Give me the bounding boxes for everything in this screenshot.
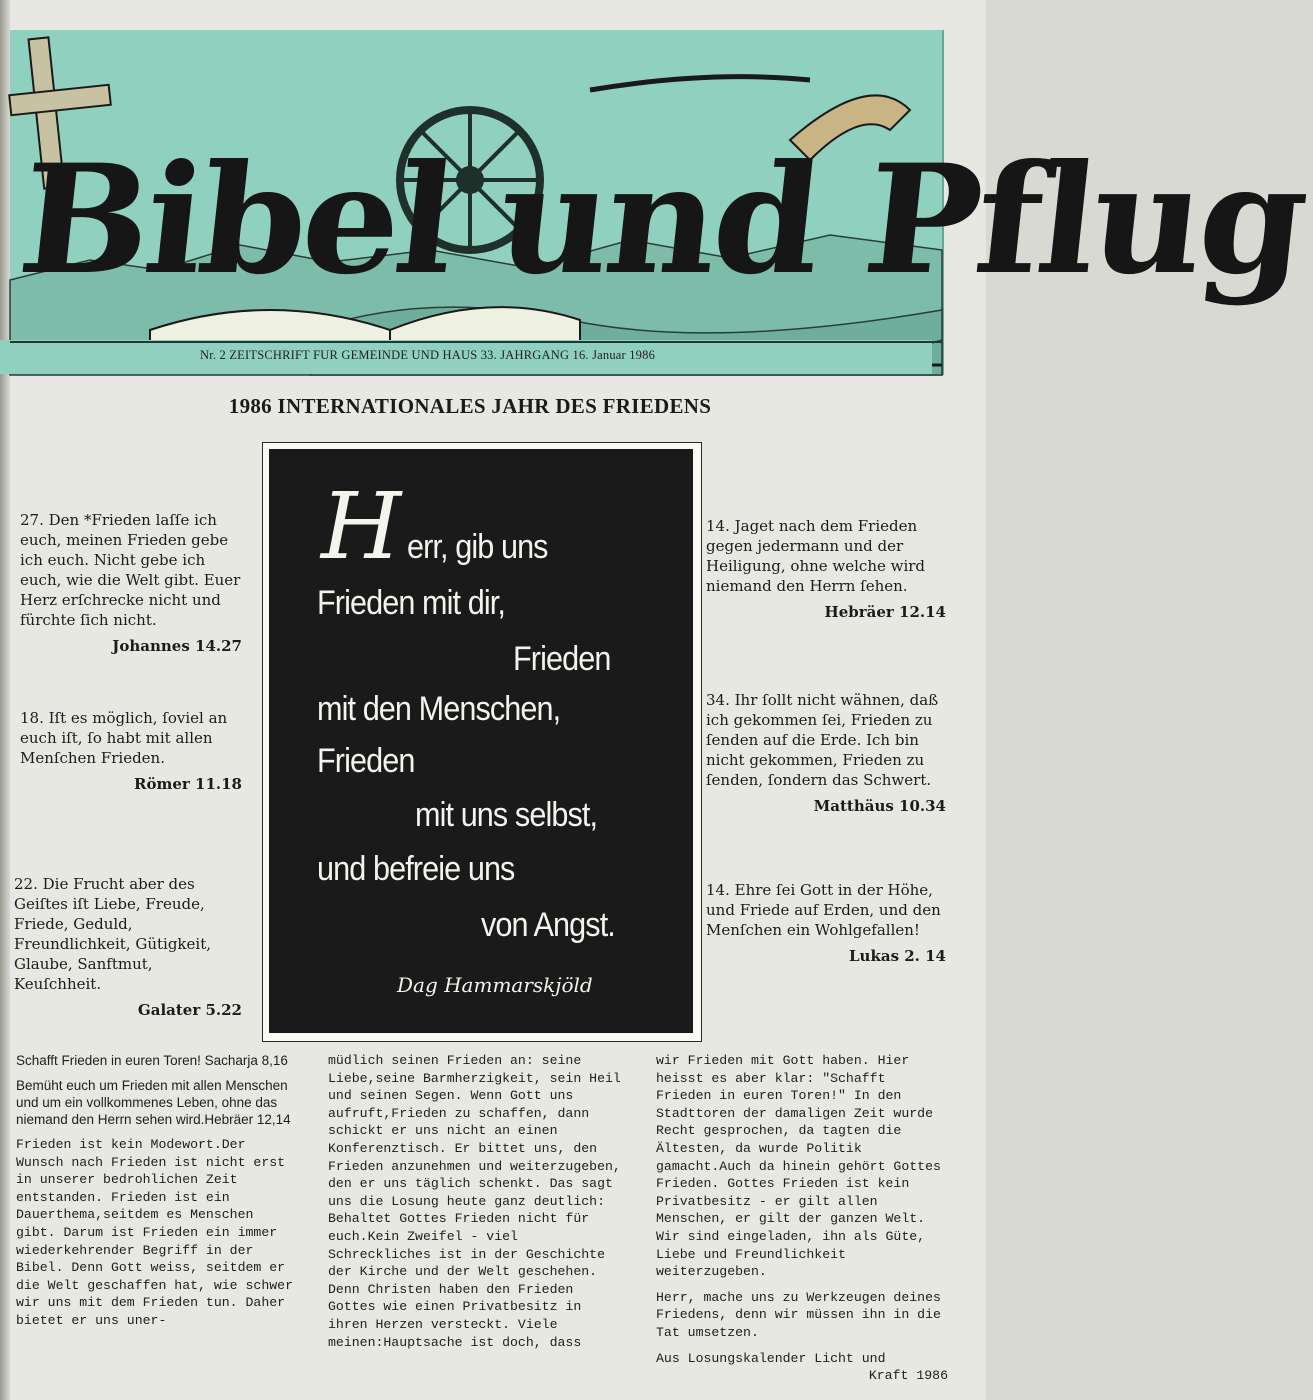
article-paragraph: müdlich seinen Frieden an: seine Liebe,seine Barmherzigkeit, sein Heil und seinen Segen. Wenn Gott uns aufruft,Frieden zu schaffen, dann schickt er uns nicht an einen Konferenztisch. Er bittet uns, den Frieden anzunehmen und weiterzugeben, den er uns täglich schenkt. Das sagt uns die Losung heute ganz deutlich: Behaltet Gottes Frieden nicht für euch.Kein Zweifel - viel Schreckliches ist in der Geschichte der Kirche und der Welt geschehen. Denn Christen haben den Frieden Gottes wie einen Privatbesitz in ihren Herzen versteckt. Viele meinen:Hauptsache ist doch, dass	[328, 1053, 621, 1350]
verse-right-1	[706, 516, 946, 622]
verse-reference: Galater 5.22	[137, 1001, 242, 1019]
poster-line: mit den Menschen,	[317, 690, 561, 728]
poster-signature: Dag Hammarskjöld	[397, 973, 593, 997]
prayer-poster-background	[269, 449, 693, 1033]
verse-reference: Hebräer 12.14	[824, 603, 946, 621]
verse-right-2	[706, 690, 946, 816]
article-paragraph: wir Frieden mit Gott haben. Hier heisst es aber klar: "Schafft Frieden in euren Toren!" In den Stadttoren der damaligen Zeit wurde Recht gesprochen, da tagten die Ältesten, da wurde Politik gamacht.Auch da hinein gehört Gottes Frieden. Gottes Frieden ist kein Privatbesitz - er gilt allen Menschen, er gilt der ganzen Welt. Wir sind eingeladen, ihn als Güte, Liebe und Freundlichkeit weiterzugeben.	[656, 1053, 941, 1280]
article-lead: Schafft Frieden in euren Toren! Sacharja 8,16	[16, 1053, 288, 1068]
verse-reference: Lukas 2. 14	[849, 947, 946, 965]
verse-text: 34. Ihr ſollt nicht wähnen, daß ich gekommen ſei, Frieden zu ſenden auf die Erde. Ich bin nicht gekommen, Frieden zu ſenden, ſondern das Schwert.	[706, 691, 939, 789]
article-source-cont: Kraft 1986	[868, 1368, 948, 1384]
poster-line: Frieden mit dir,	[317, 584, 505, 622]
poster-line: mit uns selbst,	[415, 796, 598, 834]
masthead	[10, 30, 1313, 375]
article-column-1	[16, 1052, 300, 1338]
poster-line: und befreie uns	[317, 850, 515, 888]
prayer-poster	[262, 442, 702, 1042]
verse-left-1	[20, 510, 242, 656]
article-lead-verse: Bemüht euch um Frieden mit allen Menschen und um ein vollkommenes Leben, ohne das niemand den Herrn sehen wird.Hebräer 12,14	[16, 1078, 291, 1127]
masthead-rule	[10, 341, 942, 343]
poster-initial: H	[321, 473, 402, 580]
verse-text: 27. Den *Frieden laſſe ich euch, meinen Frieden gebe ich euch. Nicht gebe ich euch, wie die Welt gibt. Euer Herz erſchrecke nicht und fürchte ſich nicht.	[20, 511, 241, 629]
verse-reference: Matthäus 10.34	[813, 797, 946, 815]
poster-line: err, gib uns	[407, 528, 548, 566]
article-column-3	[656, 1052, 948, 1385]
poster-line: Frieden	[317, 742, 415, 780]
verse-text: 14. Ehre ſei Gott in der Höhe, und Friede auf Erden, und den Menſchen ein Wohlgefallen!	[706, 881, 941, 939]
verse-left-3	[14, 874, 242, 1020]
main-heading: 1986 INTERNATIONALES JAHR DES FRIEDENS	[228, 394, 712, 418]
verse-text: 22. Die Frucht aber des Geiſtes iſt Liebe, Freude, Friede, Geduld, Freundlichkeit, Gütigkeit, Glaube, Sanftmut, Keuſchheit.	[14, 875, 211, 993]
verse-reference: Johannes 14.27	[112, 637, 242, 655]
article-column-2	[328, 1052, 624, 1359]
poster-line: von Angst.	[481, 906, 615, 944]
verse-left-2	[20, 708, 242, 794]
article-source: Aus Losungskalender Licht und	[656, 1350, 886, 1366]
masthead-title: Bibel und Pflug	[11, 132, 1313, 308]
masthead-info: Nr. 2 ZEITSCHRIFT FUR GEMEINDE UND HAUS 33. JAHRGANG 16. Januar 1986	[200, 348, 656, 362]
verse-reference: Römer 11.18	[134, 775, 242, 793]
verse-text: 14. Jaget nach dem Frieden gegen jedermann und der Heiligung, ohne welche wird niemand den Herrn ſehen.	[706, 517, 926, 595]
verse-right-3	[706, 880, 946, 966]
article-prayer: Herr, mache uns zu Werkzeugen deines Friedens, denn wir müssen ihn in die Tat umsetzen.	[656, 1289, 941, 1340]
page-edge	[0, 0, 10, 1400]
article-paragraph: Frieden ist kein Modewort.Der Wunsch nach Frieden ist nicht erst in unserer bedrohlichen Zeit entstanden. Frieden ist ein Dauerthema,seitdem es Menschen gibt. Darum ist Frieden ein immer wiederkehrender Begriff in der Bibel. Denn Gott weiss, seitdem er die Welt geschaffen hat, wie schwer wir uns mit dem Frieden tun. Daher bietet er uns uner-	[16, 1137, 293, 1328]
poster-line: Frieden	[513, 640, 611, 678]
verse-text: 18. Iſt es möglich, ſoviel an euch iſt, ſo habt mit allen Menſchen Frieden.	[20, 709, 228, 767]
